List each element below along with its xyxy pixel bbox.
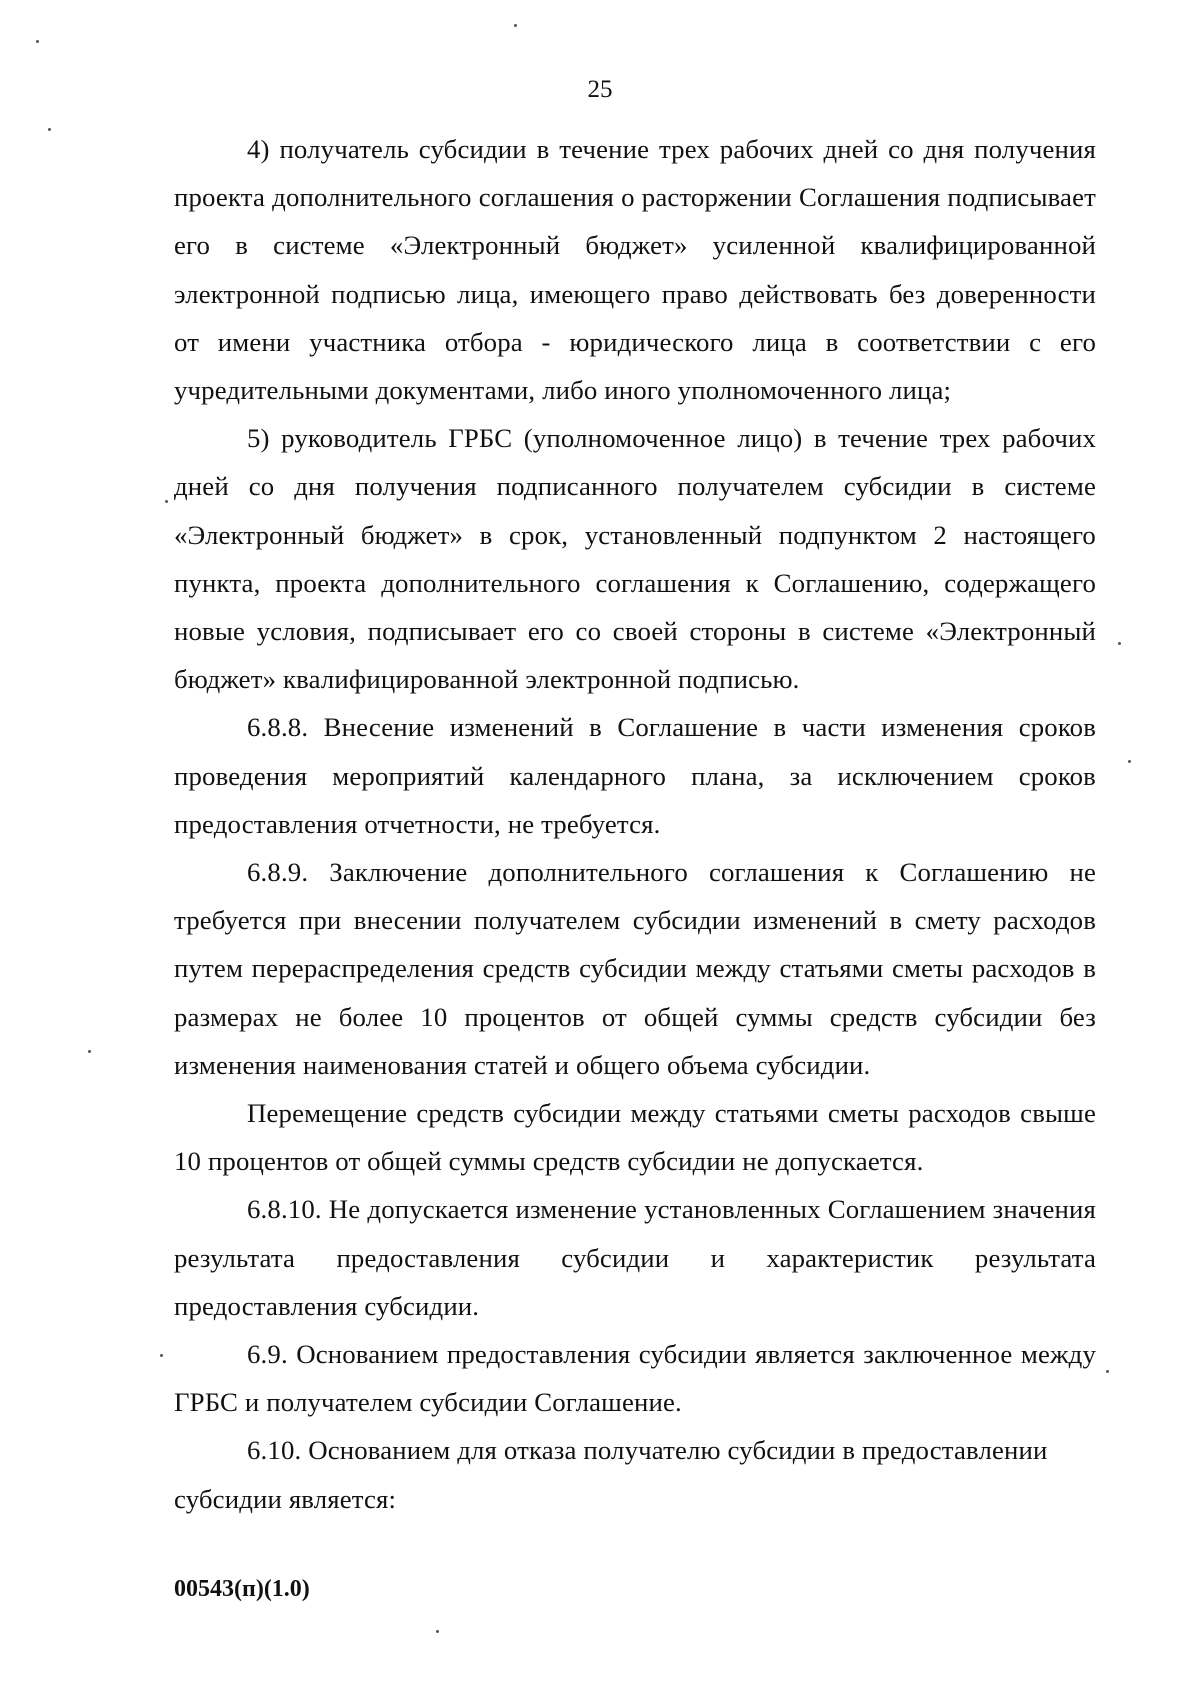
- page-number: 25: [587, 76, 613, 103]
- paragraph-6-8-8: 6.8.8. Внесение изменений в Соглашение в части изменения сроков проведения мероприятий календарного плана, за исключением сроков предоставления отчетности, не требуется.: [174, 712, 1096, 839]
- scan-speck: [1106, 1370, 1109, 1373]
- scan-speck: [48, 128, 51, 131]
- scan-speck: [165, 500, 168, 503]
- document-code: 00543(п)(1.0): [174, 1576, 310, 1602]
- scan-speck: [1118, 642, 1121, 645]
- paragraph-6-8-9: 6.8.9. Заключение дополнительного соглашения к Соглашению не требуется при внесении получателем субсидии изменений в смету расходов путем перераспределения средств субсидии между статьями сметы расходов в размерах не более 10 процентов от общей суммы средств субсидии без изменения наименования статей и общего объема субсидии.: [174, 857, 1096, 1080]
- paragraph-5-grbs-signs: 5) руководитель ГРБС (уполномоченное лицо) в течение трех рабочих дней со дня получения подписанного получателем субсидии в системе «Электронный бюджет» в срок, установленный подпунктом 2 настоящего пункта, проекта дополнительного соглашения к Соглашению, содержащего новые условия, подписывает его со своей стороны в системе «Электронный бюджет» квалифицированной электронной подписью.: [174, 423, 1096, 695]
- paragraph-4-recipient-signs: 4) получатель субсидии в течение трех рабочих дней со дня получения проекта дополнительного соглашения о расторжении Соглашения подписывает его в системе «Электронный бюджет» усиленной квалифицированной электронной подписью лица, имеющего право действовать без доверенности от имени участника отбора - юридического лица в соответствии с его учредительными документами, либо иного уполномоченного лица;: [174, 134, 1096, 406]
- document-body: [174, 125, 1096, 1523]
- scan-speck: [514, 24, 517, 27]
- scan-speck: [1128, 760, 1131, 763]
- paragraph-transfer-limit: Перемещение средств субсидии между статьями сметы расходов свыше 10 процентов от общей суммы средств субсидии не допускается.: [174, 1098, 1096, 1177]
- scan-speck: [36, 40, 39, 43]
- paragraph-6-8-10: 6.8.10. Не допускается изменение установленных Соглашением значения результата предоставления субсидии и характеристик результата предоставления субсидии.: [174, 1194, 1096, 1321]
- scan-speck: [88, 1050, 91, 1053]
- paragraph-6-10: 6.10. Основанием для отказа получателю субсидии в предоставлении субсидии является:: [174, 1435, 1048, 1514]
- scan-speck: [436, 1630, 439, 1633]
- paragraph-6-9: 6.9. Основанием предоставления субсидии является заключенное между ГРБС и получателем субсидии Соглашение.: [174, 1339, 1096, 1418]
- scan-speck: [160, 1354, 163, 1357]
